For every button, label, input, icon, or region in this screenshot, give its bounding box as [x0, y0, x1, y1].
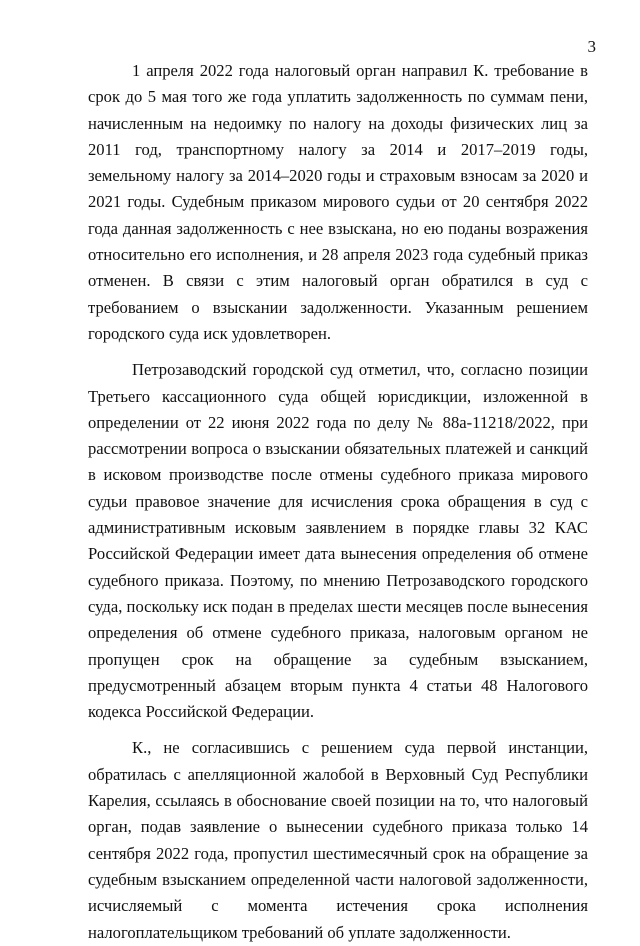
page-number: 3	[587, 37, 596, 56]
paragraph-2: Петрозаводский городской суд отметил, что, согласно позиции Третьего кассационного суда общей юрисдикции, изложенной в определении от 22 июня 2022 года по делу № 88а-11218/2022, при рассмотрении вопроса о взыскании обязательных платежей и санкций в исковом производстве после отмены судебного приказа мирового судьи правовое значение для исчисления срока обращения в суд с административным исковым заявлением в порядке главы 32 КАС Российской Федерации имеет дата вынесения определения об отмене судебного приказа. Поэтому, по мнению Петрозаводского городского суда, поскольку иск подан в пределах шести месяцев после вынесения определения об отмене судебного приказа, налоговым органом не пропущен срок на обращение за судебным взысканием, предусмотренный абзацем вторым пункта 4 статьи 48 Налогового кодекса Российской Федерации.	[88, 360, 588, 722]
paragraph-1: 1 апреля 2022 года налоговый орган направил К. требование в срок до 5 мая того же года уплатить задолженность по суммам пени, начисленным на недоимку по налогу на доходы физических лиц за 2011 год, транспортному налогу за 2014 и 2017–2019 годы, земельному налогу за 2014–2020 годы и страховым взносам за 2020 и 2021 годы. Судебным приказом мирового судьи от 20 сентября 2022 года данная задолженность с нее взыскана, но ею поданы возражения относительно его исполнения, и 28 апреля 2023 года судебный приказ отменен. В связи с этим налоговый орган обратился в суд с требованием о взыскании задолженности. Указанным решением городского суда иск удовлетворен.	[88, 61, 588, 343]
paragraph-3: К., не согласившись с решением суда первой инстанции, обратилась с апелляционной жалобой в Верховный Суд Республики Карелия, ссылаясь в обоснование своей позиции на то, что налоговый орган, подав заявление о вынесении судебного приказа только 14 сентября 2022 года, пропустил шестимесячный срок на обращение за судебным взысканием определенной части налоговой задолженности, исчисляемый с момента истечения срока исполнения налогоплательщиком требований об уплате задолженности.	[88, 738, 588, 942]
document-body	[88, 58, 588, 946]
